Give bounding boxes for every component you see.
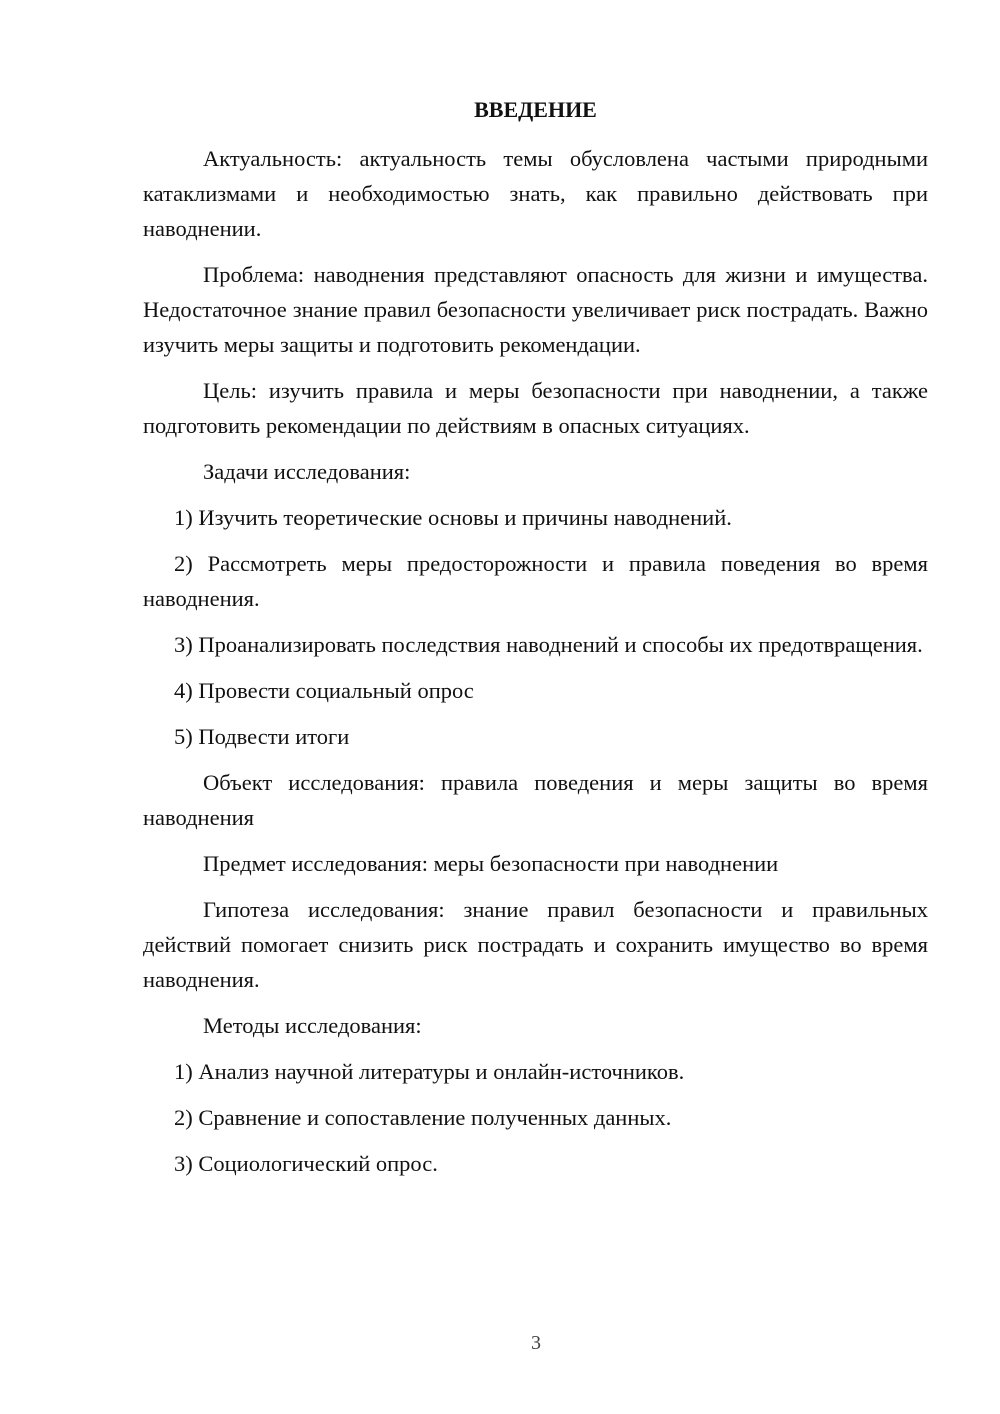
methods-heading: Методы исследования:: [203, 1013, 422, 1038]
paragraph-object: Объект исследования: правила поведения и меры защиты во время наводнения: [143, 770, 928, 830]
paragraph-subject: Предмет исследования: меры безопасности при наводнении: [203, 851, 779, 876]
task-item: 1) Изучить теоретические основы и причины наводнений.: [174, 505, 732, 530]
paragraph-hypothesis: Гипотеза исследования: знание правил безопасности и правильных действий помогает снизить риск пострадать и сохранить имущество во время наводнения.: [143, 897, 928, 992]
paragraph-problem: Проблема: наводнения представляют опасность для жизни и имущества. Недостаточное знание правил безопасности увеличивает риск пострадать. Важно изучить меры защиты и подготовить рекомендации.: [143, 262, 928, 357]
method-item: 2) Сравнение и сопоставление полученных данных.: [174, 1105, 672, 1130]
method-item: 1) Анализ научной литературы и онлайн-источников.: [174, 1059, 685, 1084]
method-item: 3) Социологический опрос.: [174, 1151, 438, 1176]
paragraph-relevance: Актуальность: актуальность темы обусловлена частыми природными катаклизмами и необходимостью знать, как правильно действовать при наводнении.: [143, 146, 928, 241]
tasks-heading: Задачи исследования:: [203, 459, 411, 484]
task-item: 5) Подвести итоги: [174, 724, 350, 749]
task-item: 3) Проанализировать последствия наводнений и способы их предотвращения.: [174, 632, 923, 657]
section-title: ВВЕДЕНИЕ: [474, 97, 597, 122]
task-item: 4) Провести социальный опрос: [174, 678, 474, 703]
page-number: 3: [531, 1332, 541, 1354]
page-content: [143, 92, 928, 1192]
task-item: 2) Рассмотреть меры предосторожности и правила поведения во время наводнения.: [143, 551, 928, 611]
paragraph-goal: Цель: изучить правила и меры безопасности при наводнении, а также подготовить рекомендации по действиям в опасных ситуациях.: [143, 378, 928, 438]
